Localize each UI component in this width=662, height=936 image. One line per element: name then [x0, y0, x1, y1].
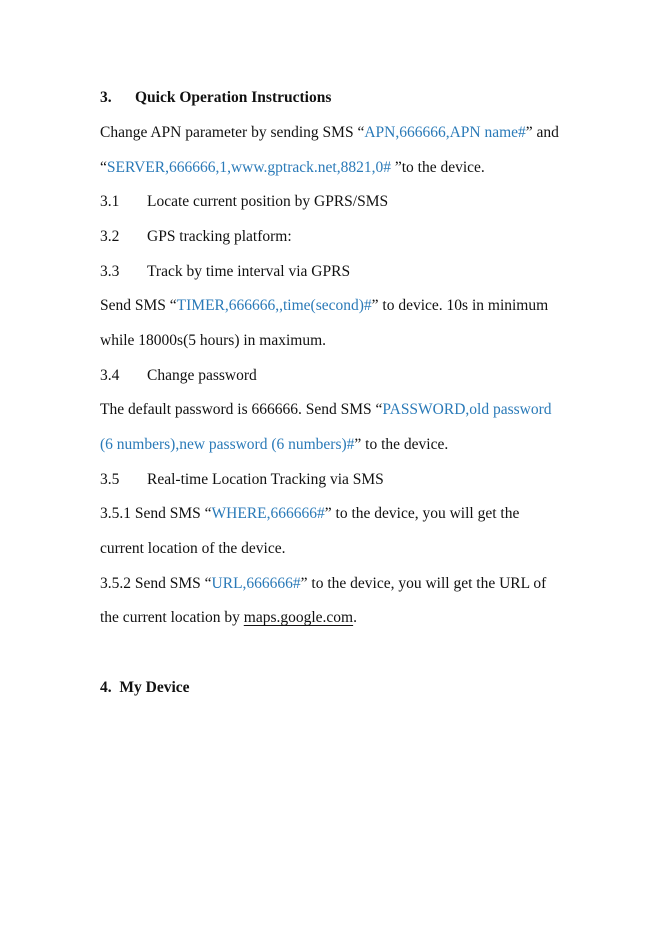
timer-suffix-text: ” to device. 10s in minimum	[371, 297, 549, 314]
password-instruction-line-1	[100, 400, 552, 420]
subsection-3-1-number: 3.1	[100, 193, 120, 210]
password-command-part-1: PASSWORD,old password	[382, 401, 552, 418]
url-line2-prefix: the current location by	[100, 609, 244, 626]
timer-instruction-line-1	[100, 296, 548, 316]
section-4-heading	[100, 678, 190, 698]
url-prefix-text: 3.5.2 Send SMS “	[100, 575, 212, 592]
section-3-heading	[100, 88, 331, 108]
subsection-3-3-title: Track by time interval via GPRS	[147, 263, 351, 280]
password-prefix-text: The default password is 666666. Send SMS “	[100, 401, 383, 418]
apn-mid-text: ” and	[525, 124, 559, 141]
apn-instruction-line-2	[100, 158, 485, 178]
apn-command: APN,666666,APN name#	[364, 124, 526, 141]
subsection-3-4	[100, 366, 257, 386]
subsection-3-2-number: 3.2	[100, 228, 120, 245]
timer-prefix-text: Send SMS “	[100, 297, 177, 314]
where-prefix-text: 3.5.1 Send SMS “	[100, 505, 212, 522]
timer-instruction-line-2: while 18000s(5 hours) in maximum.	[100, 332, 327, 349]
section-3-number: 3.	[100, 89, 112, 106]
subsection-3-4-title: Change password	[147, 367, 257, 384]
password-suffix-text: ” to the device.	[354, 436, 449, 453]
apn-open-quote: “	[100, 159, 107, 176]
timer-command: TIMER,666666,,time(second)#	[176, 297, 372, 314]
maps-google-link[interactable]: maps.google.com	[243, 609, 354, 626]
url-instruction-line-2	[100, 608, 357, 628]
url-line2-suffix: .	[353, 609, 357, 626]
url-instruction-line-1	[100, 574, 546, 594]
password-command-part-2: (6 numbers),new password (6 numbers)#	[100, 436, 355, 453]
subsection-3-5-number: 3.5	[100, 471, 120, 488]
subsection-3-5-title: Real-time Location Tracking via SMS	[147, 471, 384, 488]
url-command: URL,666666#	[211, 575, 301, 592]
where-suffix-text: ” to the device, you will get the	[324, 505, 520, 522]
subsection-3-5	[100, 470, 384, 490]
section-4-title: My Device	[119, 679, 190, 696]
subsection-3-2	[100, 227, 292, 247]
subsection-3-3	[100, 262, 350, 282]
password-instruction-line-2	[100, 435, 448, 455]
apn-prefix-text: Change APN parameter by sending SMS “	[100, 124, 365, 141]
subsection-3-3-number: 3.3	[100, 263, 120, 280]
server-command: SERVER,666666,1,www.gptrack.net,8821,0#	[106, 159, 391, 176]
url-suffix-text: ” to the device, you will get the URL of	[300, 575, 547, 592]
section-4-number: 4.	[100, 679, 112, 696]
where-instruction-line-2: current location of the device.	[100, 540, 286, 557]
subsection-3-4-number: 3.4	[100, 367, 120, 384]
where-instruction-line-1	[100, 504, 519, 524]
subsection-3-1	[100, 192, 388, 212]
subsection-3-2-title: GPS tracking platform:	[147, 228, 292, 245]
apn-instruction-line-1	[100, 123, 559, 143]
apn-suffix-text: ”to the device.	[390, 159, 485, 176]
where-command: WHERE,666666#	[211, 505, 325, 522]
subsection-3-1-title: Locate current position by GPRS/SMS	[147, 193, 389, 210]
section-3-title: Quick Operation Instructions	[135, 89, 332, 106]
